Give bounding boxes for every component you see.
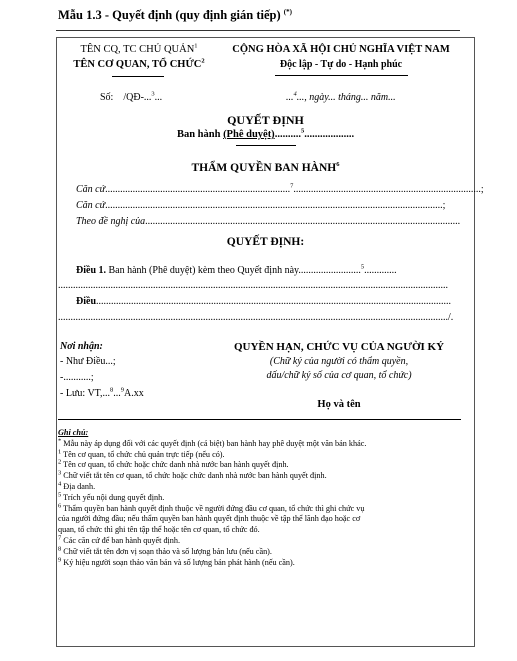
notes-label: Ghi chú: <box>58 428 89 437</box>
form-title: Mẫu 1.3 - Quyết định (quy định gián tiếp) (*) <box>58 7 292 22</box>
footnote: * Mẫu này áp dụng đối với các quyết định (cá biệt) ban hành hay phê duyệt một văn bản khác. <box>58 437 367 448</box>
basis-line-2: Căn cứ.......................................................................................................................................; <box>76 200 446 211</box>
recipient-item: - Như Điều...; <box>60 356 116 367</box>
decision-title: QUYẾT ĐỊNH <box>227 113 304 127</box>
footnote: $^4$ Địa danh. <box>58 480 96 491</box>
agency-parent: TÊN CQ, TC CHỦ QUẢN$^1$ <box>80 42 198 55</box>
recipients-label: Nơi nhận: <box>60 341 103 352</box>
footnote: $^8$ Chữ viết tắt tên đơn vị soạn thảo và số lượng bản lưu (nếu cần). <box>58 545 272 556</box>
decision-subtitle: Ban hành (Phê duyệt)..........$^5$................... <box>176 127 355 140</box>
footnote-continuation: quan, tổ chức thì ghi tên tập thể hoặc tên cơ quan, tổ chức đó. <box>58 525 260 535</box>
proposal-line: Theo đề nghị của.............................................................................................................................. <box>76 216 461 227</box>
footnote: $^1$ Tên cơ quan, tổ chức chủ quản trực tiếp (nếu có). <box>58 447 225 459</box>
basis-line-1: Căn cứ..........................................................................$^7$...........................................................................; <box>76 182 484 195</box>
agency-underline <box>112 76 164 77</box>
issuing-authority: THẨM QUYỀN BAN HÀNH$^6$ <box>191 161 340 174</box>
document-number: Số: /QĐ-...$^3$... <box>100 90 163 103</box>
notes-separator <box>58 419 461 420</box>
agency-name: TÊN CƠ QUAN, TỔ CHỨC$^2$ <box>73 57 205 70</box>
signer-title: QUYỀN HẠN, CHỨC VỤ CỦA NGƯỜI KÝ <box>233 341 445 353</box>
motto-underline <box>275 75 408 76</box>
article-1: Điều 1. Ban hành (Phê duyệt) kèm theo Quyết định này.........................$^5$............. <box>76 263 397 276</box>
decision-heading: QUYẾT ĐỊNH: <box>226 236 305 248</box>
motto: Độc lập - Tự do - Hạnh phúc <box>279 59 403 70</box>
title-rule <box>56 30 460 31</box>
footnote: $^6$ Thẩm quyền ban hành quyết định thuộc về người đứng đầu cơ quan, tổ chức thì ghi chức vụ <box>58 501 365 513</box>
footnote-continuation: của người đứng đầu; nếu thẩm quyền ban hành quyết định thuộc về tập thể lãnh đạo hoặc cơ <box>58 514 361 524</box>
footnote: $^5$ Trích yếu nội dung quyết định. <box>58 491 165 502</box>
form-title-sup: (*) <box>283 7 292 16</box>
nation-name: CỘNG HÒA XÃ HỘI CHỦ NGHĨA VIỆT NAM <box>232 44 450 55</box>
footnote: $^3$ Chữ viết tắt tên cơ quan, tổ chức hoặc chức danh nhà nước ban hành quyết định. <box>58 469 327 481</box>
document-date: ...$^4$..., ngày... tháng... năm... <box>286 90 396 103</box>
footnote: $^7$ Các căn cứ để ban hành quyết định. <box>58 534 181 545</box>
article-n: Điều.............................................................................................................................................. <box>76 296 451 307</box>
footnote: $^2$ Tên cơ quan, tổ chức hoặc chức danh nhà nước ban hành quyết định. <box>58 458 289 470</box>
subtitle-underline <box>236 145 296 146</box>
footnotes <box>58 428 458 568</box>
signer-name: Họ và tên <box>317 399 361 410</box>
recipient-item: -...........; <box>60 372 94 383</box>
article-n-continuation: ............................................................................................................................................................/. <box>58 312 454 323</box>
recipient-archive: - Lưu: VT,...$^8$...$^9$A.xx <box>60 386 144 399</box>
article-1-continuation: ............................................................................................................................................................ <box>58 280 448 291</box>
signature-note: dấu/chữ ký số của cơ quan, tổ chức) <box>266 370 412 381</box>
footnote: $^9$ Ký hiệu người soạn thảo văn bản và số lượng bản phát hành (nếu cần). <box>58 555 295 567</box>
signature-note: (Chữ ký của người có thẩm quyền, <box>269 356 409 367</box>
